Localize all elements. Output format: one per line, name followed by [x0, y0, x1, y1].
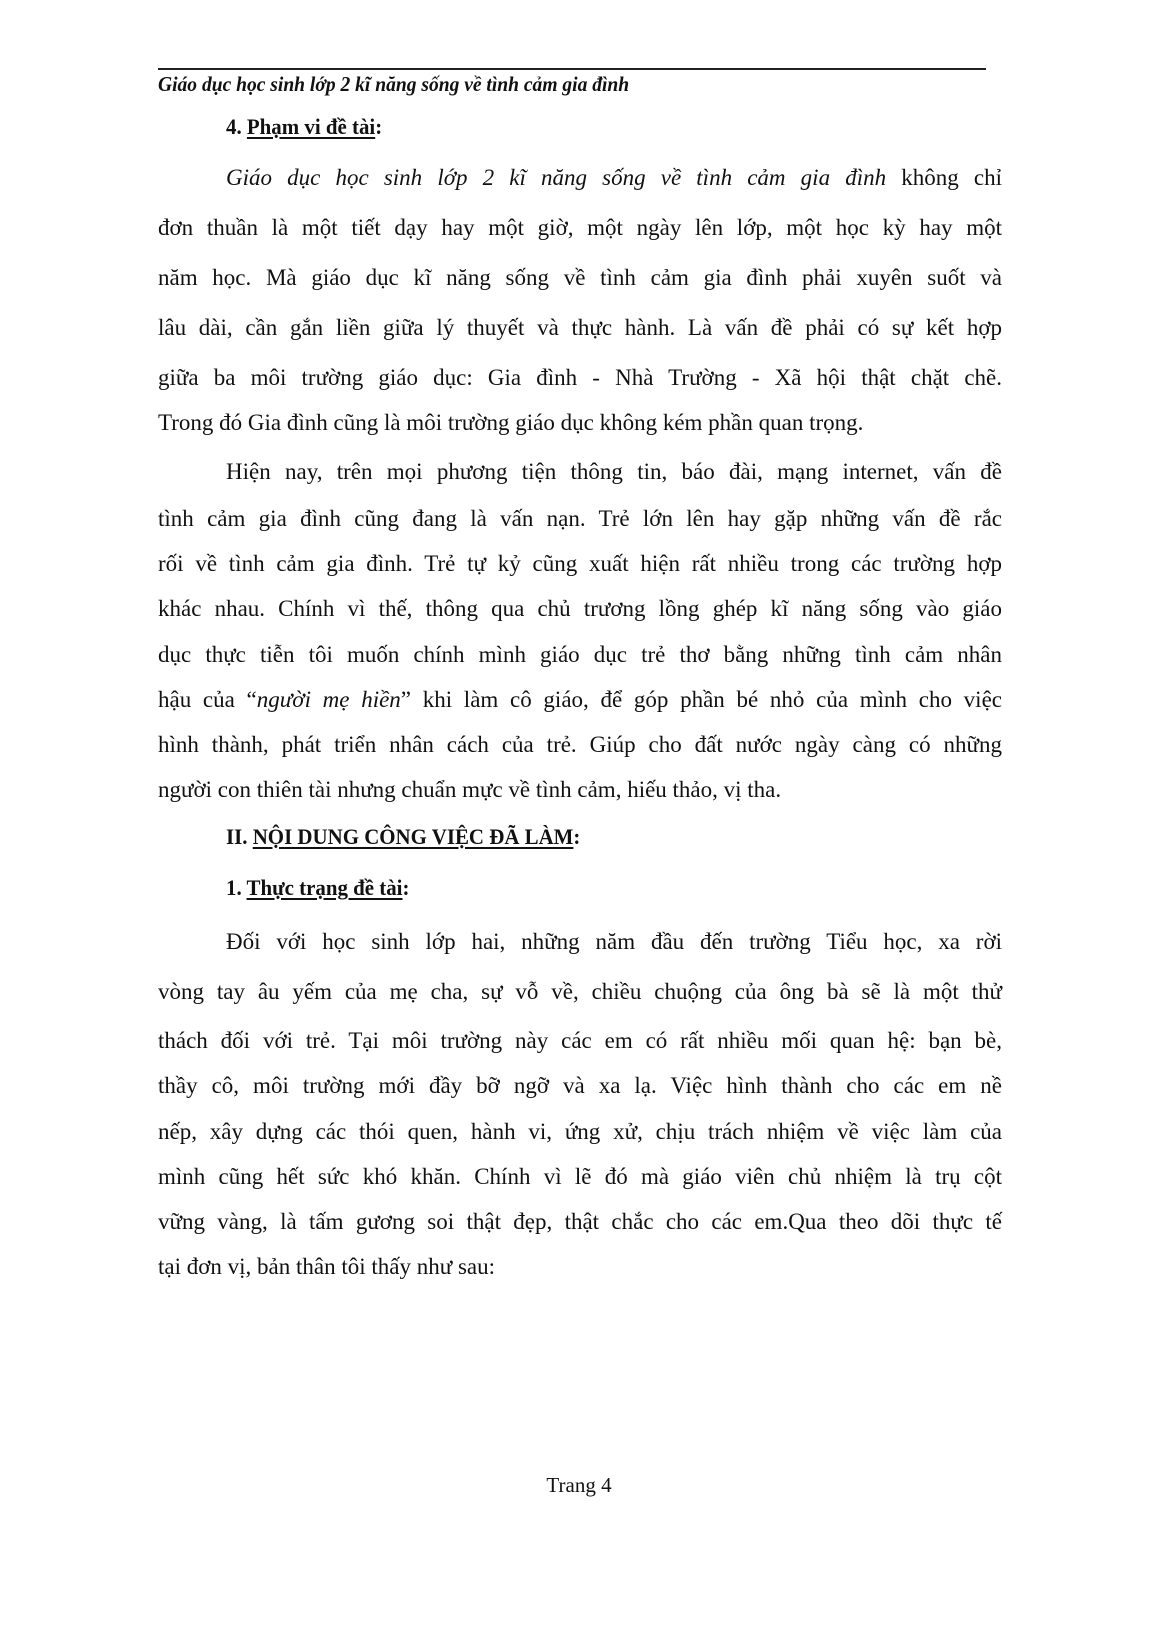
- section-heading-II: [226, 824, 580, 850]
- section-title: Thực trạng đề tài: [246, 875, 403, 900]
- paragraph-line: giữa ba môi trường giáo dục: Gia đình - Nhà Trường - Xã hội thật chặt chẽ.: [158, 365, 1002, 390]
- paragraph-line: rối về tình cảm gia đình. Trẻ tự kỷ cũng xuất hiện rất nhiều trong các trường hợp: [158, 551, 1002, 576]
- paragraph-line: hình thành, phát triển nhân cách của trẻ. Giúp cho đất nước ngày càng có những: [158, 732, 1002, 757]
- paragraph-line: Đối với học sinh lớp hai, những năm đầu đến trường Tiểu học, xa rời: [226, 929, 1002, 954]
- line-text: không chỉ: [886, 165, 1002, 190]
- paragraph-line: thách đối với trẻ. Tại môi trường này các em có rất nhiều mối quan hệ: bạn bè,: [158, 1028, 1002, 1053]
- section-colon: :: [375, 114, 383, 139]
- section-number: 4.: [226, 114, 247, 139]
- paragraph-line: dục thực tiễn tôi muốn chính mình giáo dục trẻ thơ bằng những tình cảm nhân: [158, 642, 1002, 667]
- running-header: Giáo dục học sinh lớp 2 kĩ năng sống về tình cảm gia đình: [158, 72, 630, 96]
- paragraph-line: vòng tay âu yếm của mẹ cha, sự vỗ về, chiều chuộng của ông bà sẽ là một thử: [158, 979, 1002, 1004]
- section-heading-4: [226, 114, 382, 140]
- paragraph-line: nếp, xây dựng các thói quen, hành vi, ứng xử, chịu trách nhiệm về việc làm của: [158, 1119, 1002, 1144]
- paragraph-line: [158, 685, 1002, 715]
- paragraph-line: đơn thuần là một tiết dạy hay một giờ, một ngày lên lớp, một học kỳ hay một: [158, 215, 1002, 240]
- paragraph-line: Hiện nay, trên mọi phương tiện thông tin, báo đài, mạng internet, vấn đề: [226, 459, 1002, 484]
- paragraph-line: Trong đó Gia đình cũng là môi trường giáo dục không kém phần quan trọng.: [158, 410, 864, 435]
- paragraph-line: tại đơn vị, bản thân tôi thấy như sau:: [158, 1254, 495, 1279]
- section-title: Phạm vi đề tài: [246, 114, 376, 139]
- italic-quote: người mẹ hiền: [256, 687, 401, 712]
- line-text: ” khi làm cô giáo, để góp phần bé nhỏ của mình cho việc: [400, 687, 1002, 712]
- paragraph-line: mình cũng hết sức khó khăn. Chính vì lẽ đó mà giáo viên chủ nhiệm là trụ cột: [158, 1164, 1002, 1189]
- header-rule: [158, 68, 986, 70]
- section-colon: :: [402, 875, 410, 900]
- line-text: hậu của “: [158, 687, 257, 712]
- paragraph-line: [226, 163, 1002, 193]
- paragraph-line: năm học. Mà giáo dục kĩ năng sống về tình cảm gia đình phải xuyên suốt và: [158, 265, 1002, 290]
- paragraph-line: vững vàng, là tấm gương soi thật đẹp, thật chắc cho các em.Qua theo dõi thực tế: [158, 1209, 1002, 1234]
- paragraph-line: khác nhau. Chính vì thế, thông qua chủ trương lồng ghép kĩ năng sống vào giáo: [158, 596, 1002, 621]
- section-title: NỘI DUNG CÔNG VIỆC ĐÃ LÀM: [252, 824, 574, 849]
- section-heading-1: [226, 875, 409, 901]
- paragraph-line: tình cảm gia đình cũng đang là vấn nạn. Trẻ lớn lên hay gặp những vấn đề rắc: [158, 506, 1002, 531]
- section-number: II.: [226, 824, 253, 849]
- page-number: Trang 4: [546, 1473, 612, 1497]
- paragraph-line: lâu dài, cần gắn liền giữa lý thuyết và thực hành. Là vấn đề phải có sự kết hợp: [158, 315, 1002, 340]
- section-colon: :: [573, 824, 581, 849]
- italic-title: Giáo dục học sinh lớp 2 kĩ năng sống về tình cảm gia đình: [226, 165, 887, 190]
- section-number: 1.: [226, 875, 247, 900]
- paragraph-line: thầy cô, môi trường mới đầy bỡ ngỡ và xa lạ. Việc hình thành cho các em nề: [158, 1073, 1002, 1098]
- paragraph-line: người con thiên tài nhưng chuẩn mực về tình cảm, hiếu thảo, vị tha.: [158, 777, 782, 802]
